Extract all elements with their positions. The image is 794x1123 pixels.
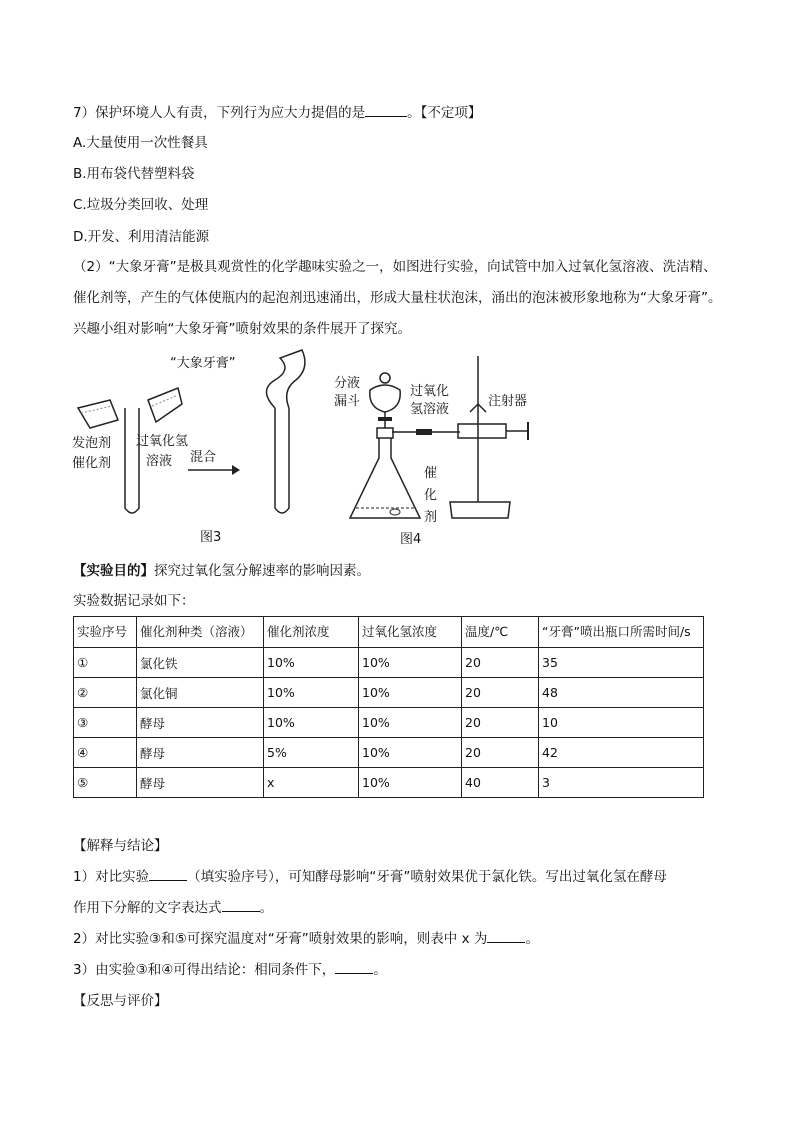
header-cell: 温度/℃ [462,617,539,648]
table-cell: 35 [539,648,704,678]
table-cell: 20 [462,648,539,678]
q7-option-c: C.垃圾分类回收、处理 [73,197,209,213]
table-cell: 10% [359,708,462,738]
data-table [73,616,704,798]
table-cell: 10% [359,678,462,708]
figure4-catalyst-label3: 剂 [424,510,438,525]
table-cell: 48 [539,678,704,708]
figure4-catalyst-label2: 化 [424,488,438,503]
q7-option-b: B.用布袋代替塑料袋 [73,166,195,182]
figure3-title: “大象牙膏” [170,356,236,371]
figure3-left-label1: 发泡剂 [72,436,112,451]
table-cell: 酵母 [137,738,264,768]
figure3-arrow-label: 混合 [190,450,217,465]
figure4-funnel-label2: 漏斗 [334,394,361,409]
figure3-right-label2: 溶液 [146,454,173,469]
table-row [74,768,704,798]
figure-4 [330,350,560,550]
figure4-syringe-label: 注射器 [488,394,528,409]
header-cell: 实验序号 [74,617,137,648]
conclusion-q2: 2）对比实验③和⑤可探究温度对“牙膏”喷射效果的影响，则表中 x 为 。 [73,931,539,947]
header-cell: 过氧化氢浓度 [359,617,462,648]
table-cell: 3 [539,768,704,798]
header-cell: “牙膏”喷出瓶口所需时间/s [539,617,704,648]
experiment-purpose: 【实验目的】探究过氧化氢分解速率的影响因素。 [73,563,370,579]
table-cell: 5% [264,738,359,768]
figure-3 [70,348,310,548]
table-cell: 10% [359,738,462,768]
table-cell: 20 [462,738,539,768]
figure4-caption: 图4 [400,532,422,547]
table-cell: 10 [539,708,704,738]
table-header-row [74,617,704,648]
table-row [74,678,704,708]
table-row [74,648,704,678]
conclusion-q3: 3）由实验③和④可得出结论：相同条件下， 。 [73,962,387,978]
q7-option-a: A.大量使用一次性餐具 [73,135,208,151]
table-cell: 20 [462,708,539,738]
header-cell: 催化剂浓度 [264,617,359,648]
conclusion-q1-line1: 1）对比实验 （填实验序号），可知酵母影响“牙膏”喷射效果优于氯化铁。写出过氧化氢在酵母 [73,869,667,885]
figure4-h2o2-label1: 过氧化 [410,384,450,399]
table-cell: 10% [264,648,359,678]
table-row [74,738,704,768]
table-cell: 氯化铜 [137,678,264,708]
reflection-heading: 【反思与评价】 [73,993,168,1009]
table-cell: 20 [462,678,539,708]
table-cell: 42 [539,738,704,768]
table-cell: ① [74,648,137,678]
table-cell: x [264,768,359,798]
conclusion-q1-line2: 作用下分解的文字表达式 。 [73,900,273,916]
table-cell: 酵母 [137,708,264,738]
figure4-h2o2-label2: 氢溶液 [410,402,450,417]
table-cell: ⑤ [74,768,137,798]
table-cell: 酵母 [137,768,264,798]
figure4-catalyst-label1: 催 [424,466,438,481]
figure4-funnel-label1: 分液 [334,376,361,391]
table-cell: ④ [74,738,137,768]
table-cell: 10% [264,708,359,738]
table-cell: 40 [462,768,539,798]
q7-option-d: D.开发、利用清洁能源 [73,229,210,245]
figure3-right-label1: 过氧化氢 [136,434,189,449]
intro-paragraph: （2）“大象牙膏”是极具观赏性的化学趣味实验之一，如图进行实验，向试管中加入过氧化氢溶液、洗洁精、催化剂等，产生的气体使瓶内的起泡剂迅速涌出，形成大量柱状泡沫，涌出的泡沫被形象地称为“大象牙膏”。兴趣小组对影响“大象牙膏”喷射效果的条件展开了探究。 [73,259,722,337]
figure3-left-label2: 催化剂 [72,456,112,471]
header-cell: 催化剂种类（溶液） [137,617,264,648]
table-cell: 氯化铁 [137,648,264,678]
record-label: 实验数据记录如下： [73,593,195,609]
q7-stem: 7）保护环境人人有责，下列行为应大力提倡的是 。【不定项】 [73,105,482,121]
table-row [74,708,704,738]
table-cell: 10% [264,678,359,708]
figure3-caption: 图3 [200,530,222,545]
table-cell: ② [74,678,137,708]
table-cell: ③ [74,708,137,738]
conclusion-heading: 【解释与结论】 [73,838,168,854]
table-cell: 10% [359,648,462,678]
table-cell: 10% [359,768,462,798]
